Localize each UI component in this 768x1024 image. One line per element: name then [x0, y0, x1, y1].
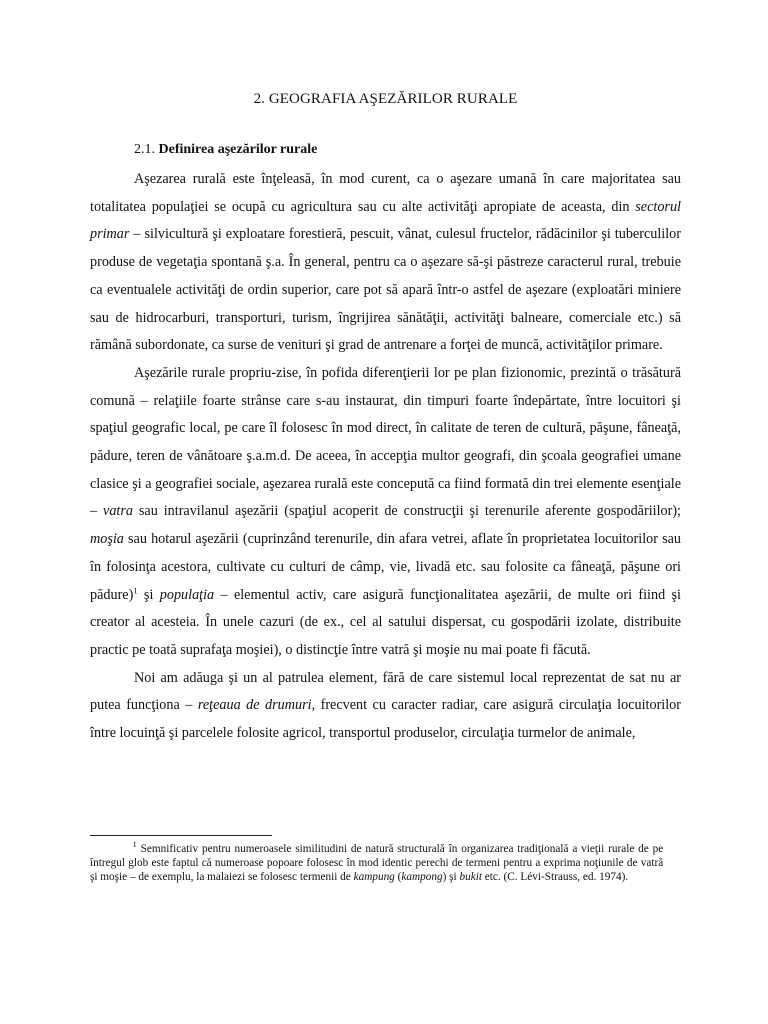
- footnote-mark: 1: [132, 839, 137, 850]
- footnote-text-b: (: [394, 870, 402, 883]
- section-number: 2.1.: [134, 142, 155, 157]
- footnote-text: [90, 839, 664, 884]
- paragraph-3: [90, 665, 681, 748]
- term-kampung: kampung: [353, 870, 395, 883]
- term-populatia: populaţia: [159, 586, 215, 603]
- term-bukit: bukit: [459, 870, 482, 883]
- paragraph-2: [90, 360, 681, 665]
- section-title: Definirea aşezărilor rurale: [158, 142, 318, 157]
- term-sectorul-primar: sectorul primar: [90, 198, 681, 243]
- term-vatra: vatra: [103, 503, 133, 520]
- footnote-reference[interactable]: 1: [133, 584, 138, 595]
- chapter-heading: 2. GEOGRAFIA AŞEZĂRILOR RURALE: [253, 91, 518, 107]
- paragraph-2-text-b: sau intravilanul aşezării (spaţiul acoperit de construcţii şi terenurile aferente gospodăriilor);: [132, 503, 682, 520]
- body-text: [90, 166, 681, 748]
- footnote-text-c: ) şi: [442, 870, 460, 883]
- term-mosia: moşia: [90, 531, 124, 548]
- paragraph-3-text-a: Noi am adăuga şi un al patrulea element, fără de care sistemul local reprezentat de sat nu ar putea funcţiona –: [90, 669, 681, 714]
- footnote-text-d: etc. (C. Lévi-Strauss, ed. 1974).: [481, 870, 629, 883]
- paragraph-1-text-b: – silvicultură şi exploatare forestieră, pescuit, vânat, culesul fructelor, rădăcinilor şi tuberculilor produse de vegetaţia spontană ş.a. În general, pentru ca o aşezare să-şi păstreze caracterul rural, trebuie ca eventualele activităţi de ordin superior, care pot să apară într-o astfel de aşezare (exploatări miniere sau de hidrocarburi, transporturi, turism, îngrijirea sănătăţii, activităţi balneare, comerciale etc.) să rămână subordonate, ca surse de venituri şi grad de antrenare a forţei de muncă, activităţilor primare.: [90, 226, 681, 354]
- paragraph-2-text-e: – elementul activ, care asigură funcţionalitatea aşezării, de multe ori fiind şi creator al acesteia. În unele cazuri (de ex., cel al satului dispersat, cu gospodării izolate, distribuite practic pe toată suprafaţa moşiei), o distincţie între vatră şi moşie nu mai poate fi făcută.: [90, 586, 681, 658]
- term-reteaua-de-drumuri: reţeaua de drumuri: [197, 697, 312, 714]
- term-kampong: kampong: [401, 870, 443, 883]
- paragraph-1: [90, 166, 681, 360]
- paragraph-3-text-b: , frecvent cu caracter radiar, care asigură circulaţia locuitorilor între locuinţă şi parcelele folosite agricol, transportul produselor, circulaţia turmelor de animale,: [90, 697, 681, 742]
- paragraph-2-text-c: sau hotarul aşezării (cuprinzând terenurile, din afara vetrei, aflate în proprietatea locuitorilor sau în folosinţa acestora, cultivate cu culturi de câmp, vie, livadă etc. sau folosite ca fâneaţă, păşune ori pădure): [90, 531, 681, 603]
- paragraph-2-text-a: Aşezările rurale propriu-zise, în pofida diferenţierii lor pe plan fizionomic, prezintă o trăsătură comună – relaţiile foarte strânse care s-au instaurat, din timpuri foarte îndepărtate, între locuitori şi spaţiul geografic local, pe care îl folosesc în mod direct, în calitate de teren de cultură, păşune, fâneaţă, pădure, teren de vânătoare ş.a.m.d. De aceea, în accepţia multor geografi, din şcoala geografiei umane clasice şi a geografiei sociale, aşezarea rurală este concepută ca fiind formată din trei elemente esenţiale –: [90, 364, 681, 520]
- paragraph-1-text-a: Aşezarea rurală este înţeleasă, în mod curent, ca o aşezare umană în care majoritatea sau totalitatea populaţiei se ocupă cu agricultura sau cu alte activităţi apropiate de aceasta, din: [90, 171, 681, 215]
- footnote: [90, 839, 664, 884]
- paragraph-2-text-d: şi: [137, 586, 160, 603]
- footnote-text-a: Semnificativ pentru numeroasele similitudini de natură structurală în organizarea tradiţională a vieţii rurale de pe întregul glob este faptul că numeroase popoare folosesc în mod identic perechi de termeni pentru a exprima noţiunile de vatră şi moşie – de exemplu, la malaiezi se folosesc termenii de: [90, 842, 664, 883]
- section-heading: [134, 142, 317, 158]
- footnote-separator: [90, 835, 272, 836]
